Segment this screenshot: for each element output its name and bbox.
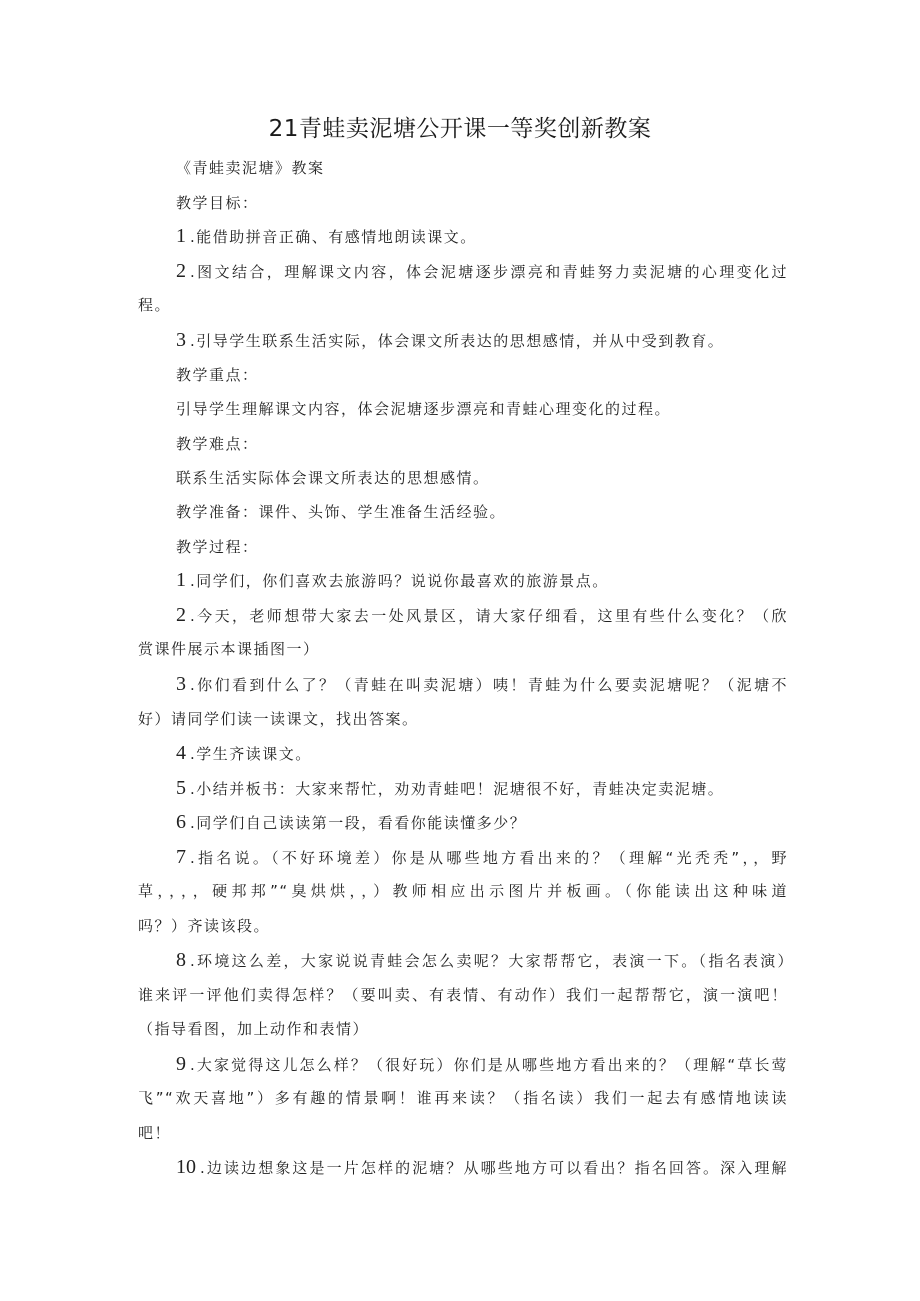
process-step: 10 .边读边想象这是一片怎样的泥塘？从哪些地方可以看出？指名回答。深入理解 xyxy=(176,1156,788,1178)
process-step: 3 .你们看到什么了？（青蛙在叫卖泥塘）咦！青蛙为什么要卖泥塘呢？（泥塘不 xyxy=(176,673,788,695)
goal-number: 1 xyxy=(176,225,186,247)
step-number: 6 xyxy=(176,811,186,833)
step-number: 2 xyxy=(176,604,186,626)
step-number: 1 xyxy=(176,569,186,591)
process-heading: 教学过程： xyxy=(176,538,259,556)
process-step: 1 .同学们，你们喜欢去旅游吗？说说你最喜欢的旅游景点。 xyxy=(176,569,609,591)
step-number: 4 xyxy=(176,742,186,764)
process-step: 4 .学生齐读课文。 xyxy=(176,742,312,764)
process-step-continued: 赏课件展示本课插图一） xyxy=(138,640,320,658)
preparation-text: 教学准备：课件、头饰、学生准备生活经验。 xyxy=(176,503,507,521)
document-title: 21青蛙卖泥塘公开课一等奖创新教案 xyxy=(268,116,652,142)
goal-item: 1 .能借助拼音正确、有感情地朗读课文。 xyxy=(176,225,477,247)
process-step-continued: 吗？）齐读该段。 xyxy=(138,917,271,935)
difficulty-heading: 教学难点： xyxy=(176,435,259,453)
key-heading: 教学重点： xyxy=(176,366,259,384)
lesson-subtitle: 《青蛙卖泥塘》教案 xyxy=(176,159,325,177)
process-step-continued: （指导看图，加上动作和表情） xyxy=(138,1020,370,1038)
goal-item: 2 .图文结合，理解课文内容，体会泥塘逐步漂亮和青蛙努力卖泥塘的心理变化过 xyxy=(176,260,788,282)
step-number: 10 xyxy=(176,1156,196,1178)
process-step: 8 .环境这么差，大家说说青蛙会怎么卖呢？大家帮帮它，表演一下。（指名表演） xyxy=(176,949,794,971)
goal-number: 2 xyxy=(176,260,186,282)
process-step-continued: 吧！ xyxy=(138,1124,172,1142)
step-number: 3 xyxy=(176,673,186,695)
step-number: 8 xyxy=(176,949,186,971)
difficulty-text: 联系生活实际体会课文所表达的思想感情。 xyxy=(176,469,490,487)
process-step-continued: 好）请同学们读一读课文，找出答案。 xyxy=(138,710,419,728)
process-step: 9 .大家觉得这儿怎么样？（很好玩）你们是从哪些地方看出来的？（理解“草长莺 xyxy=(176,1053,788,1075)
step-number: 5 xyxy=(176,777,186,799)
goal-number: 3 xyxy=(176,329,186,351)
process-step: 7 .指名说。（不好环境差）你是从哪些地方看出来的？（理解“光秃秃”，，野 xyxy=(176,846,788,868)
process-step: 2 .今天，老师想带大家去一处风景区，请大家仔细看，这里有些什么变化？（欣 xyxy=(176,604,788,626)
goal-item: 3 .引导学生联系生活实际，体会课文所表达的思想感情，并从中受到教育。 xyxy=(176,329,725,351)
goals-heading: 教学目标： xyxy=(176,194,259,212)
process-step-continued: 草，，，，硬邦邦”“臭烘烘，，）教师相应出示图片并板画。（你能读出这种味道 xyxy=(138,882,788,900)
process-step: 5 .小结并板书：大家来帮忙，劝劝青蛙吧！泥塘很不好，青蛙决定卖泥塘。 xyxy=(176,777,725,799)
process-step: 6 .同学们自己读读第一段，看看你能读懂多少？ xyxy=(176,811,527,833)
step-number: 9 xyxy=(176,1053,186,1075)
process-step-continued: 飞”“欢天喜地”）多有趣的情景啊！谁再来读？（指名读）我们一起去有感情地读读 xyxy=(138,1089,788,1107)
process-step-continued: 谁来评一评他们卖得怎样？（要叫卖、有表情、有动作）我们一起帮帮它，演一演吧！ xyxy=(138,986,788,1004)
step-number: 7 xyxy=(176,846,186,868)
goal-item-continued: 程。 xyxy=(138,296,172,314)
key-text: 引导学生理解课文内容，体会泥塘逐步漂亮和青蛙心理变化的过程。 xyxy=(176,400,672,418)
